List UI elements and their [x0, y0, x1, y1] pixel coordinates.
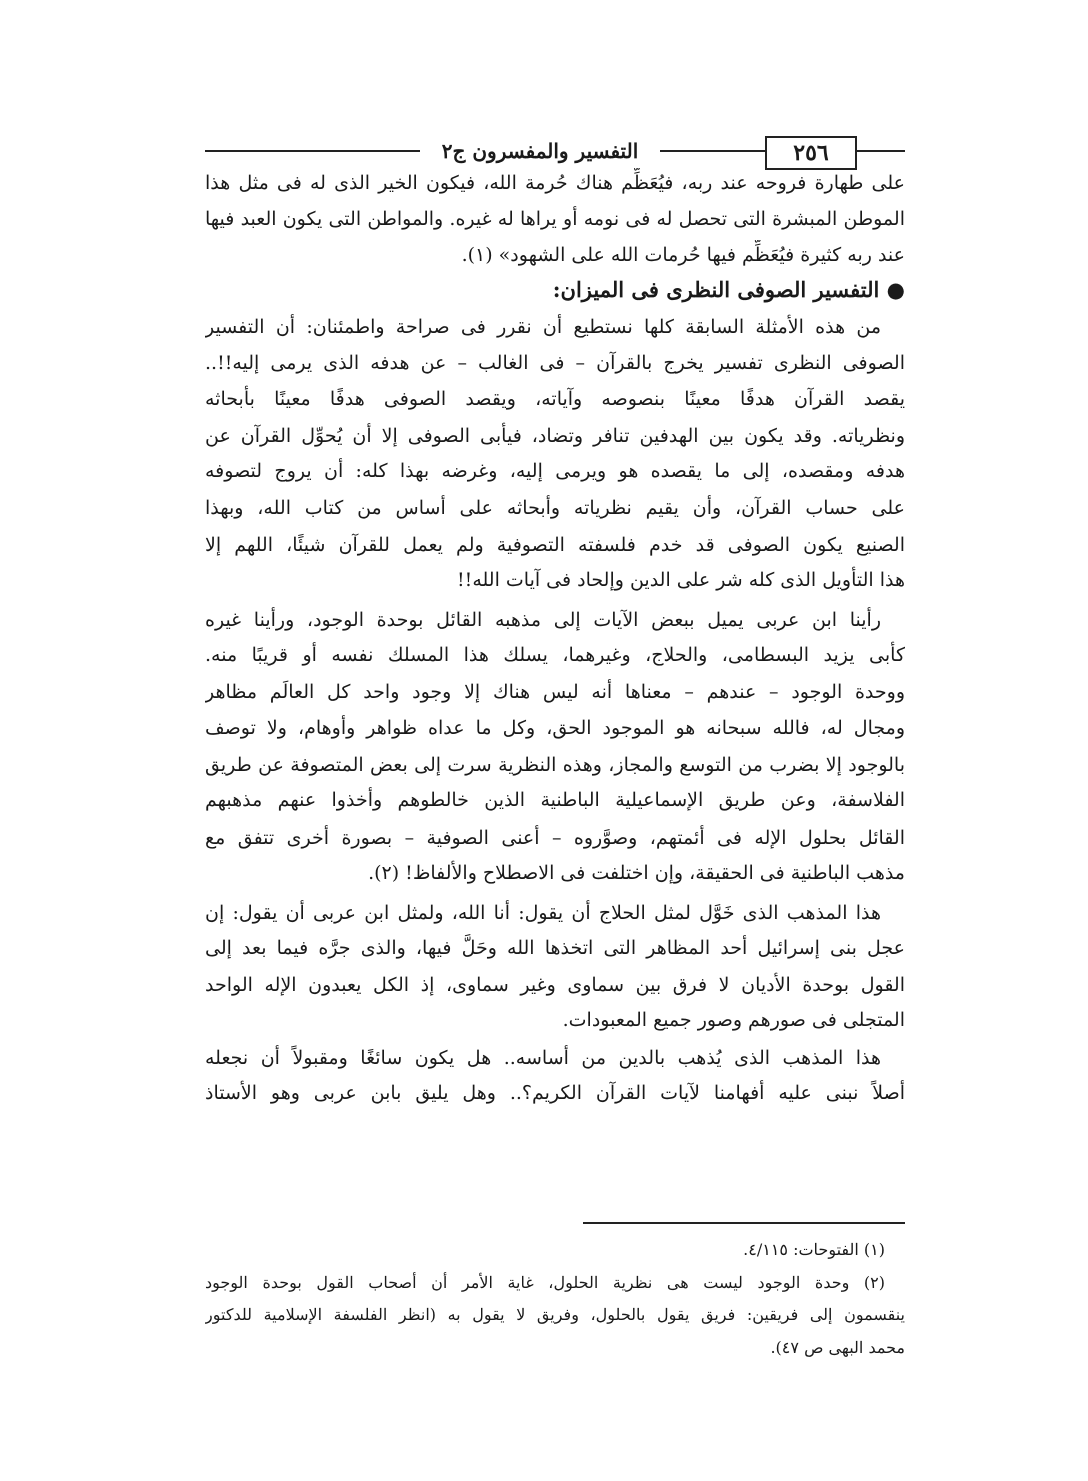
header-rule-left	[205, 150, 425, 152]
text-line: هذا المذهب الذى يُذهب بالدين من أساسه.. هل يكون سائغًا ومقبولاً أن نجعله	[205, 1047, 881, 1069]
text-line: عند ربه كثيرة فيُعَظِّم فيها حُرمات الله على الشهود» (١).	[461, 244, 905, 266]
text-line: هذا التأويل الذى كله شر على الدين وإلحاد فى آيات الله!!	[457, 569, 905, 591]
text-line: على طهارة فروحه عند ربه، فيُعَظِّم هناك حُرمة الله، فيكون الخير الذى له فى مثل هذا	[205, 172, 905, 194]
text-line: من هذه الأمثلة السابقة كلها نستطيع أن نقرر فى صراحة واطمئنان: أن التفسير	[205, 316, 881, 338]
text-line: رأينا ابن عربى يميل ببعض الآيات إلى مذهبه القائل بوحدة الوجود، ورأينا غيره	[205, 609, 881, 631]
text-line: على حساب القرآن، وأن يقيم نظرياته وأبحاثه على أساس من كتاب الله، وبهذا	[205, 497, 905, 519]
section-heading: ● التفسير الصوفى النظرى فى الميزان:	[552, 277, 905, 302]
text-line: الفلاسفة، وعن طريق الإسماعيلية الباطنية الذين خالطوهم وأخذوا عنهم مذهبهم	[205, 789, 905, 811]
text-line: ونظرياته. وقد يكون بين الهدفين تنافر وتضاد، فيأبى الصوفى إلا أن يُحوِّل القرآن عن	[205, 425, 905, 447]
text-line: القول بوحدة الأديان لا فرق بين سماوى وغير سماوى، إذ الكل يعبدون الإله الواحد	[205, 974, 905, 996]
text-line: عجل بنى إسرائيل أحد المظاهر التى اتخذها الله وحَلَّ فيها، والذى جرَّه فيما بعد إلى	[205, 937, 905, 959]
running-title: التفسير والمفسرون ج٢	[420, 136, 660, 166]
footnote-line: محمد البهى ص ٤٧).	[770, 1338, 905, 1357]
text-line: مذهب الباطنية فى الحقيقة، وإن اختلفت فى الاصطلاح والألفاظ! (٢).	[368, 862, 905, 884]
footnote-line: ينقسمون إلى فريقين: فريق يقول بالحلول، وفريق لا يقول به (انظر الفلسفة الإسلامية للدكتور	[205, 1305, 905, 1324]
footnote-line: (١) الفتوحات: ٤/١١٥.	[743, 1240, 885, 1259]
text-line: الصنيع يكون الصوفى قد خدم فلسفته التصوفية ولم يعمل للقرآن شيئًا، اللهم إلا	[205, 534, 905, 556]
text-line: يقصد القرآن هدفًا معينًا بنصوصه وآياته، ويقصد الصوفى هدفًا معينًا بأبحاثه	[205, 388, 905, 410]
text-line: الموطن المبشرة التى تحصل له فى نومه أو يراها له غيره. والمواطن التى يكون العبد فيها	[205, 208, 905, 230]
text-line: ومجال له، فالله سبحانه هو الموجود الحق، وكل ما عداه ظواهر وأوهام، ولا توصف	[205, 717, 905, 739]
footnote-separator	[583, 1222, 905, 1224]
text-line: هدفه ومقصده، إلى ما يقصده هو ويرمى إليه، وغرضه بهذا كله: أن يروج لتصوفه	[205, 460, 905, 482]
text-line: هذا المذهب الذى خَوَّل لمثل الحلاج أن يقول: أنا الله، ولمثل ابن عربى أن يقول: إن	[205, 902, 881, 924]
text-line: بالوجود إلا بضرب من التوسع والمجاز، وهذه النظرية سرت إلى بعض المتصوفة عن طريق	[205, 754, 905, 776]
text-line: المتجلى فى صورهم وصور جميع المعبودات.	[562, 1009, 905, 1031]
text-line: ووحدة الوجود – عندهم – معناها أنه ليس هناك إلا وجود واحد كل العالَم مظاهر	[205, 681, 905, 703]
text-line: الصوفى النظرى تفسير يخرج بالقرآن – فى الغالب – عن هدفه الذى يرمى إليه!!..	[205, 352, 905, 374]
text-line: كأبى يزيد البسطامى، والحلاج، وغيرهما، يسلك هذا المسلك نفسه أو قريبًا منه.	[205, 644, 905, 666]
footnote-line: (٢) وحدة الوجود ليست هى نظرية الحلول، غاية الأمر أن أصحاب القول بوحدة الوجود	[205, 1273, 885, 1292]
text-line: أصلاً نبنى عليه أفهامنا لآيات القرآن الكريم؟.. وهل يليق بابن عربى وهو الأستاذ	[205, 1082, 905, 1104]
text-line: القائل بحلول الإله فى أئمتهم، وصوَّروه – أعنى الصوفية – بصورة أخرى تتفق مع	[205, 827, 905, 849]
page-number: ٢٥٦	[765, 136, 857, 170]
